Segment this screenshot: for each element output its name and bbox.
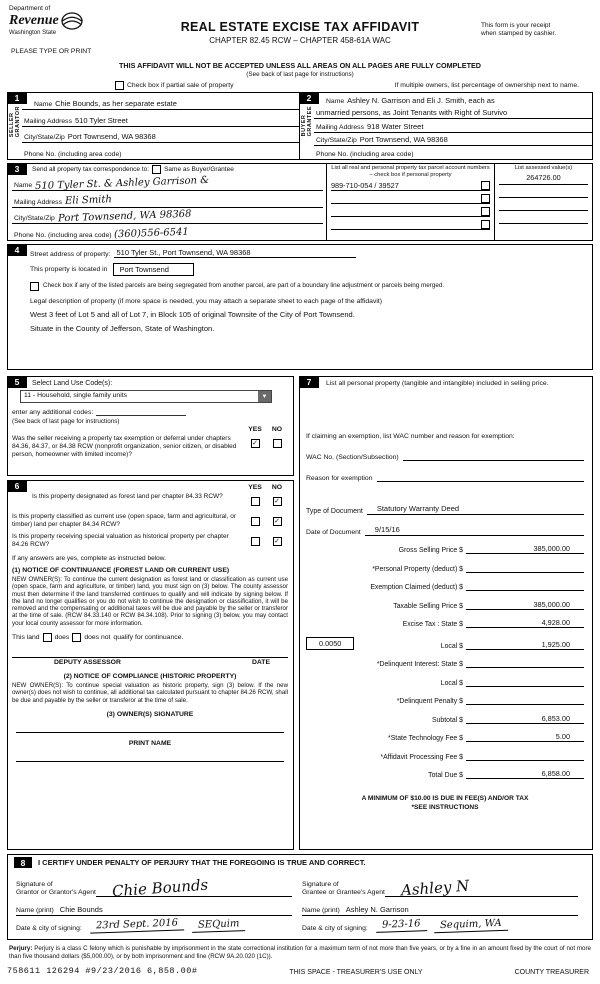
acceptance-warning: THIS AFFIDAVIT WILL NOT BE ACCEPTED UNLESS ALL AREAS ON ALL PAGES ARE FULLY COMPLETED: [119, 61, 481, 70]
chapter-line: CHAPTER 82.45 RCW – CHAPTER 458-61A WAC: [209, 36, 391, 45]
grantee-signature-label: Signature of Grantee or Grantee's Agent: [302, 881, 385, 896]
see-back-note: (See back of last page for instructions): [12, 418, 120, 425]
revenue-logo: [9, 5, 83, 36]
chevron-down-icon[interactable]: ▼: [258, 391, 271, 402]
delinquent-interest-state-row: *Delinquent Interest: State $: [306, 658, 584, 668]
print-name-label: PRINT NAME: [128, 739, 172, 747]
amount-field[interactable]: [466, 563, 584, 573]
amount-field[interactable]: [466, 658, 584, 668]
amount-field[interactable]: 4,928.00: [466, 618, 584, 628]
document-date-row: Date of Document 9/15/16: [306, 525, 584, 536]
personal-property-checkbox[interactable]: [481, 181, 490, 190]
parcel-numbers-header: List all real and personal property tax parcel account numbers – check box if personal property: [331, 165, 490, 178]
grantee-signature-block: [300, 872, 586, 932]
property-located-row: [30, 263, 586, 276]
seller-csz-field[interactable]: City/State/Zip Port Townsend, WA 98368: [22, 127, 299, 144]
wac-number-row: WAC No. (Section/Subsection): [306, 450, 584, 461]
additional-codes-field[interactable]: [96, 407, 186, 416]
section-6-number: 6: [7, 480, 27, 492]
yes-no-header: YES NO: [248, 484, 283, 491]
segregated-checkbox[interactable]: [30, 282, 39, 291]
grantee-date-handwriting[interactable]: 9-23-16: [376, 918, 427, 933]
form-header: [7, 5, 593, 59]
correspondence-phone-field[interactable]: Phone No. (including area code) (360)556-6541: [14, 226, 190, 241]
does-checkbox[interactable]: [43, 633, 52, 642]
personal-property-checkbox[interactable]: [481, 207, 490, 216]
section-1-number: 1: [7, 92, 27, 104]
personal-property-deduct-row: *Personal Property (deduct) $: [306, 563, 584, 573]
section-seller: [8, 93, 300, 159]
parcel-row[interactable]: 989-710-054 / 39527: [331, 179, 490, 191]
no-checkbox[interactable]: ✓: [274, 518, 280, 526]
state-technology-fee-row: *State Technology Fee $ 5.00: [306, 732, 584, 742]
see-back-note: (See back of last page for instructions): [246, 71, 354, 78]
excise-tax-state-row: Excise Tax : State $ 4,928.00: [306, 618, 584, 628]
section-classification: [7, 480, 294, 850]
correspondence-name-handwriting: 510 Tyler St. & Ashley Garrison &: [35, 174, 210, 192]
seller-name-field[interactable]: Name Chie Bounds, as her separate estate: [22, 93, 299, 110]
correspondence-name-field[interactable]: Name 510 Tyler St. & Ashley Garrison &: [12, 174, 323, 191]
yes-checkbox[interactable]: ✓: [252, 440, 258, 448]
parties-row: [7, 92, 593, 160]
property-located-label: This property is located in: [30, 266, 108, 273]
exemption-deferral-question: Was the seller receiving a property tax exemption or deferral under chapters 84.36, 84.37, or 84.38 RCW (nonprofit organization, senior citizen, or disabled person, homeowner with limited income)? ✓: [12, 435, 288, 458]
document-date-field[interactable]: 9/15/16: [365, 525, 584, 536]
grantee-signature-handwriting: Ashley N: [400, 876, 470, 900]
subtotal-row: Subtotal $ 6,853.00: [306, 714, 584, 724]
yes-checkbox[interactable]: [251, 497, 260, 506]
grantee-signature-line[interactable]: [385, 872, 578, 900]
notice-continuance-title: (1) NOTICE OF CONTINUANCE (FOREST LAND OR CURRENT USE): [12, 567, 230, 574]
land-use-select[interactable]: [20, 390, 272, 403]
correspondence-csz-handwriting: Port Townsend, WA 98368: [57, 208, 192, 225]
grantee-city-handwriting[interactable]: Sequim, WA: [434, 918, 508, 934]
document-type-row: Type of Document Statutory Warranty Deed: [306, 504, 584, 515]
section-tax-correspondence: [7, 163, 593, 241]
seller-grantor-side-label: SELLER GRANTOR: [9, 106, 21, 138]
assessed-values-header: List assessed value(s): [514, 165, 573, 171]
amount-field[interactable]: 385,000.00: [466, 600, 584, 610]
logo-dept-line: Department of: [9, 5, 51, 12]
street-address-field[interactable]: 510 Tyler St., Port Townsend, WA 98368: [114, 248, 356, 258]
land-use-value: 11 - Household, single family units: [24, 392, 128, 399]
logo-state-line: Washington State: [9, 30, 57, 36]
wac-number-field[interactable]: [403, 450, 584, 461]
cashier-stamp: 758611 126294 #9/23/2016 6,858.00#: [7, 966, 198, 977]
treasurer-footer: [7, 966, 593, 976]
correspondence-mailing-field[interactable]: Mailing Address Eli Smith: [12, 191, 323, 208]
correspondence-mailing-handwriting: Eli Smith: [64, 193, 113, 207]
amount-field[interactable]: 5.00: [466, 732, 584, 742]
amount-field[interactable]: [466, 677, 584, 687]
exemption-reason-field[interactable]: [377, 471, 585, 482]
amount-field[interactable]: [466, 751, 584, 761]
continuance-qualify-row: This land does does not qualify for continuance.: [12, 634, 184, 642]
multiple-owners-note: If multiple owners, list percentage of ownership next to name.: [394, 81, 579, 89]
excise-tax-local-row: 0.0050 Local $ 1,925.00: [306, 637, 584, 650]
no-checkbox[interactable]: ✓: [274, 498, 280, 506]
current-use-question: Is this property classified as current use (open space, farm and agricultural, or timber) land per chapter 84.34 RCW? ✓: [12, 513, 280, 528]
legal-description-line2: Situate in the County of Jefferson, State of Washington.: [30, 324, 215, 333]
location-select[interactable]: Port Townsend: [113, 263, 193, 276]
amount-field[interactable]: 385,000.00: [466, 544, 584, 554]
grantee-date-row: Date & city of signing: 9-23-16 Sequim, WA: [302, 919, 578, 932]
amount-field[interactable]: 1,925.00: [466, 640, 584, 650]
deputy-assessor-labels: DEPUTY ASSESSOR DATE: [54, 659, 270, 667]
personal-property-checkbox[interactable]: [481, 194, 490, 203]
assessed-value-row[interactable]: [499, 212, 588, 224]
segregated-label: Check box if any of the listed parcels are being segregated from another parcel, are part of a boundary line adjustment or parcels being merged.: [43, 282, 445, 289]
seller-phone-field[interactable]: Phone No. (including area code): [24, 151, 122, 158]
correspondence-phone-handwriting: (360)556-6541: [114, 226, 190, 241]
if-any-yes-note: If any answers are yes, complete as instructed below.: [12, 555, 166, 562]
section-property-location: [7, 244, 593, 370]
document-type-field[interactable]: Statutory Warranty Deed: [367, 504, 584, 515]
perjury-certification-text: I CERTIFY UNDER PENALTY OF PERJURY THAT THE FOREGOING IS TRUE AND CORRECT.: [38, 858, 366, 867]
logo-revenue-text: Revenue: [9, 13, 59, 28]
section-3-number: 3: [7, 163, 27, 175]
exemption-claim-label: If claiming an exemption, list WAC number and reason for exemption:: [306, 432, 515, 440]
yes-no-header: YES NO: [248, 426, 283, 433]
receipt-note: This form is your receipt when stamped by cashier.: [481, 22, 557, 37]
segregated-row: [30, 282, 586, 291]
no-checkbox[interactable]: ✓: [274, 538, 280, 546]
amount-field[interactable]: [466, 695, 584, 705]
exemption-claimed-row: Exemption Claimed (deduct) $: [306, 581, 584, 591]
yes-checkbox[interactable]: [251, 537, 260, 546]
amount-field[interactable]: 6,853.00: [466, 714, 584, 724]
same-as-buyer-checkbox[interactable]: [152, 165, 161, 174]
parcel-row[interactable]: [331, 205, 490, 217]
section-2-number: 2: [299, 92, 319, 104]
form-title: REAL ESTATE EXCISE TAX AFFIDAVIT: [180, 20, 420, 34]
owner-signature-line[interactable]: [16, 718, 284, 733]
parcel-row[interactable]: [331, 192, 490, 204]
affidavit-processing-fee-row: *Affidavit Processing Fee $: [306, 751, 584, 761]
yes-checkbox[interactable]: [251, 517, 260, 526]
section-8-number: 8: [14, 857, 32, 868]
grantor-signature-label: Signature of Grantor or Grantor's Agent: [16, 881, 96, 896]
perjury-statute-note: Perjury: Perjury is a class C felony which is punishable by imprisonment in the state correctional institution for a maximum term of not more than five years, or by a fine in an amount fixed by the court of not more than five thousand dollars ($5,000.00), or by both imprisonment and fine (RCW 9A.20.020 (1C)).: [9, 945, 591, 960]
assessed-value-row[interactable]: [499, 186, 588, 198]
revenue-swoosh-icon: [61, 12, 83, 30]
print-name-line[interactable]: [16, 747, 284, 762]
historic-property-question: Is this property receiving special valuation as historical property per chapter 84.26 RCW? ✓: [12, 533, 280, 548]
exemption-reason-row: Reason for exemption: [306, 471, 584, 482]
total-due-row: Total Due $ 6,858.00: [306, 769, 584, 779]
correspondence-header: Send all property tax correspondence to: Same as Buyer/Grantee: [32, 166, 234, 173]
amount-field[interactable]: 6,858.00: [466, 769, 584, 779]
county-treasurer-label: COUNTY TREASURER: [514, 969, 589, 977]
buyer-name-field-line2[interactable]: unmarried persons, as Joint Tenants with Right of Survivo: [314, 106, 592, 120]
grantor-signature-block: [14, 872, 300, 932]
partial-sale-checkbox[interactable]: [115, 81, 124, 90]
assessed-value-row[interactable]: 264726.00: [499, 173, 588, 185]
legal-description-line1: West 3 feet of Lot 5 and all of Lot 7, in Block 105 of original Townsite of the City of Port Townsend.: [30, 310, 355, 319]
notice-compliance-title: (2) NOTICE OF COMPLIANCE (HISTORIC PROPERTY): [63, 673, 237, 681]
personal-property-checkbox[interactable]: [481, 220, 490, 229]
no-checkbox[interactable]: [273, 439, 282, 448]
correspondence-csz-field[interactable]: City/State/Zip Port Townsend, WA 98368: [12, 208, 323, 225]
section-5-number: 5: [7, 376, 27, 388]
amount-field[interactable]: [466, 581, 584, 591]
section-7-number: 7: [299, 376, 319, 388]
grantor-date-row: Date & city of signing: 23rd Sept. 2016 SEQuim: [16, 919, 292, 932]
notice-compliance-body: NEW OWNER(S): To continue special valuation as historic property, sign (3) below. If the new owner(s) does not wish to continue, all additional tax calculated pursuant to chapter 84.26 RCW, shall be due and payable by the seller or transferor at the time of sale.: [12, 682, 288, 704]
parcel-row[interactable]: [331, 218, 490, 230]
grantor-city-handwriting[interactable]: SEQuim: [192, 918, 246, 933]
partial-sale-label: Check box if partial sale of property: [127, 81, 234, 89]
buyer-grantee-side-label: BUYER GRANTEE: [301, 106, 313, 137]
deputy-assessor-signature-line[interactable]: [12, 642, 288, 658]
seller-mailing-field[interactable]: Mailing Address 510 Tyler Street: [22, 110, 299, 127]
gross-selling-price-row: Gross Selling Price $ 385,000.00: [306, 544, 584, 554]
delinquent-interest-local-row: Local $: [306, 677, 584, 687]
forest-land-question: Is this property designated as forest land per chapter 84.33 RCW? ✓: [32, 493, 280, 506]
section-4-number: 4: [7, 244, 27, 256]
treasurer-space-label: THIS SPACE - TREASURER'S USE ONLY: [289, 969, 423, 977]
personal-property-label: List all personal property (tangible and intangible) included in selling price.: [326, 380, 549, 387]
partial-sale-row: [7, 80, 593, 90]
land-use-label: Select Land Use Code(s):: [32, 380, 113, 387]
local-tax-rate-box: 0.0050: [306, 637, 354, 650]
grantee-name-field[interactable]: Name (print) Ashley N. Garrison: [302, 901, 578, 916]
does-not-checkbox[interactable]: [72, 633, 81, 642]
grantor-name-field[interactable]: Name (print) Chie Bounds: [16, 901, 292, 916]
street-address-row: [30, 248, 586, 258]
street-address-label: Street address of property:: [30, 251, 111, 258]
grantor-date-handwriting[interactable]: 23rd Sept. 2016: [90, 917, 184, 933]
notice-continuance-body: NEW OWNER(S): To continue the current designation as forest land or classification as current use (open space, farm and agriculture, or timber) land, you must sign on (3) below. The county assessor must then determine if the land transferred continues to qualify and will indicate by signing below. If the land no longer qualifies or you do not wish to continue the designation or classification, it will be removed and the compensating or additional taxes will be due and payable by the seller or transferor at the time of sale. (RCW 84.33.140 or RCW 84.34.108). Prior to signing (3) below, you may contact your local county assessor for more information.: [12, 576, 288, 627]
legal-description-label: Legal description of property (if more space is needed, you may attach a separate sheet to each page of the affidavit): [30, 298, 383, 305]
minimum-fee-note: A MINIMUM OF $10.00 IS DUE IN FEE(S) AND/OR TAX *SEE INSTRUCTIONS: [361, 795, 529, 811]
buyer-mailing-field[interactable]: Mailing Address 918 Water Street: [314, 119, 592, 133]
additional-codes-row: enter any additional codes:: [12, 407, 288, 416]
section-certification: [7, 854, 593, 940]
please-type-note: PLEASE TYPE OR PRINT: [11, 48, 92, 55]
section-land-use: [7, 376, 294, 476]
grantor-signature-handwriting: Chie Bounds: [111, 875, 209, 901]
delinquent-penalty-row: *Delinquent Penalty $: [306, 695, 584, 705]
taxable-selling-price-row: Taxable Selling Price $ 385,000.00: [306, 600, 584, 610]
grantor-signature-line[interactable]: [96, 872, 292, 901]
section-selling-price: [299, 376, 593, 850]
buyer-phone-field[interactable]: Phone No. (including area code): [316, 150, 414, 158]
assessed-value-row[interactable]: [499, 199, 588, 211]
owners-signature-label: (3) OWNER(S) SIGNATURE: [106, 710, 194, 718]
buyer-name-field[interactable]: Name Ashley N. Garrison and Eli J. Smith, each as: [326, 95, 495, 105]
section-buyer: [300, 93, 592, 159]
buyer-csz-field[interactable]: City/State/Zip Port Townsend, WA 98368: [314, 133, 592, 147]
